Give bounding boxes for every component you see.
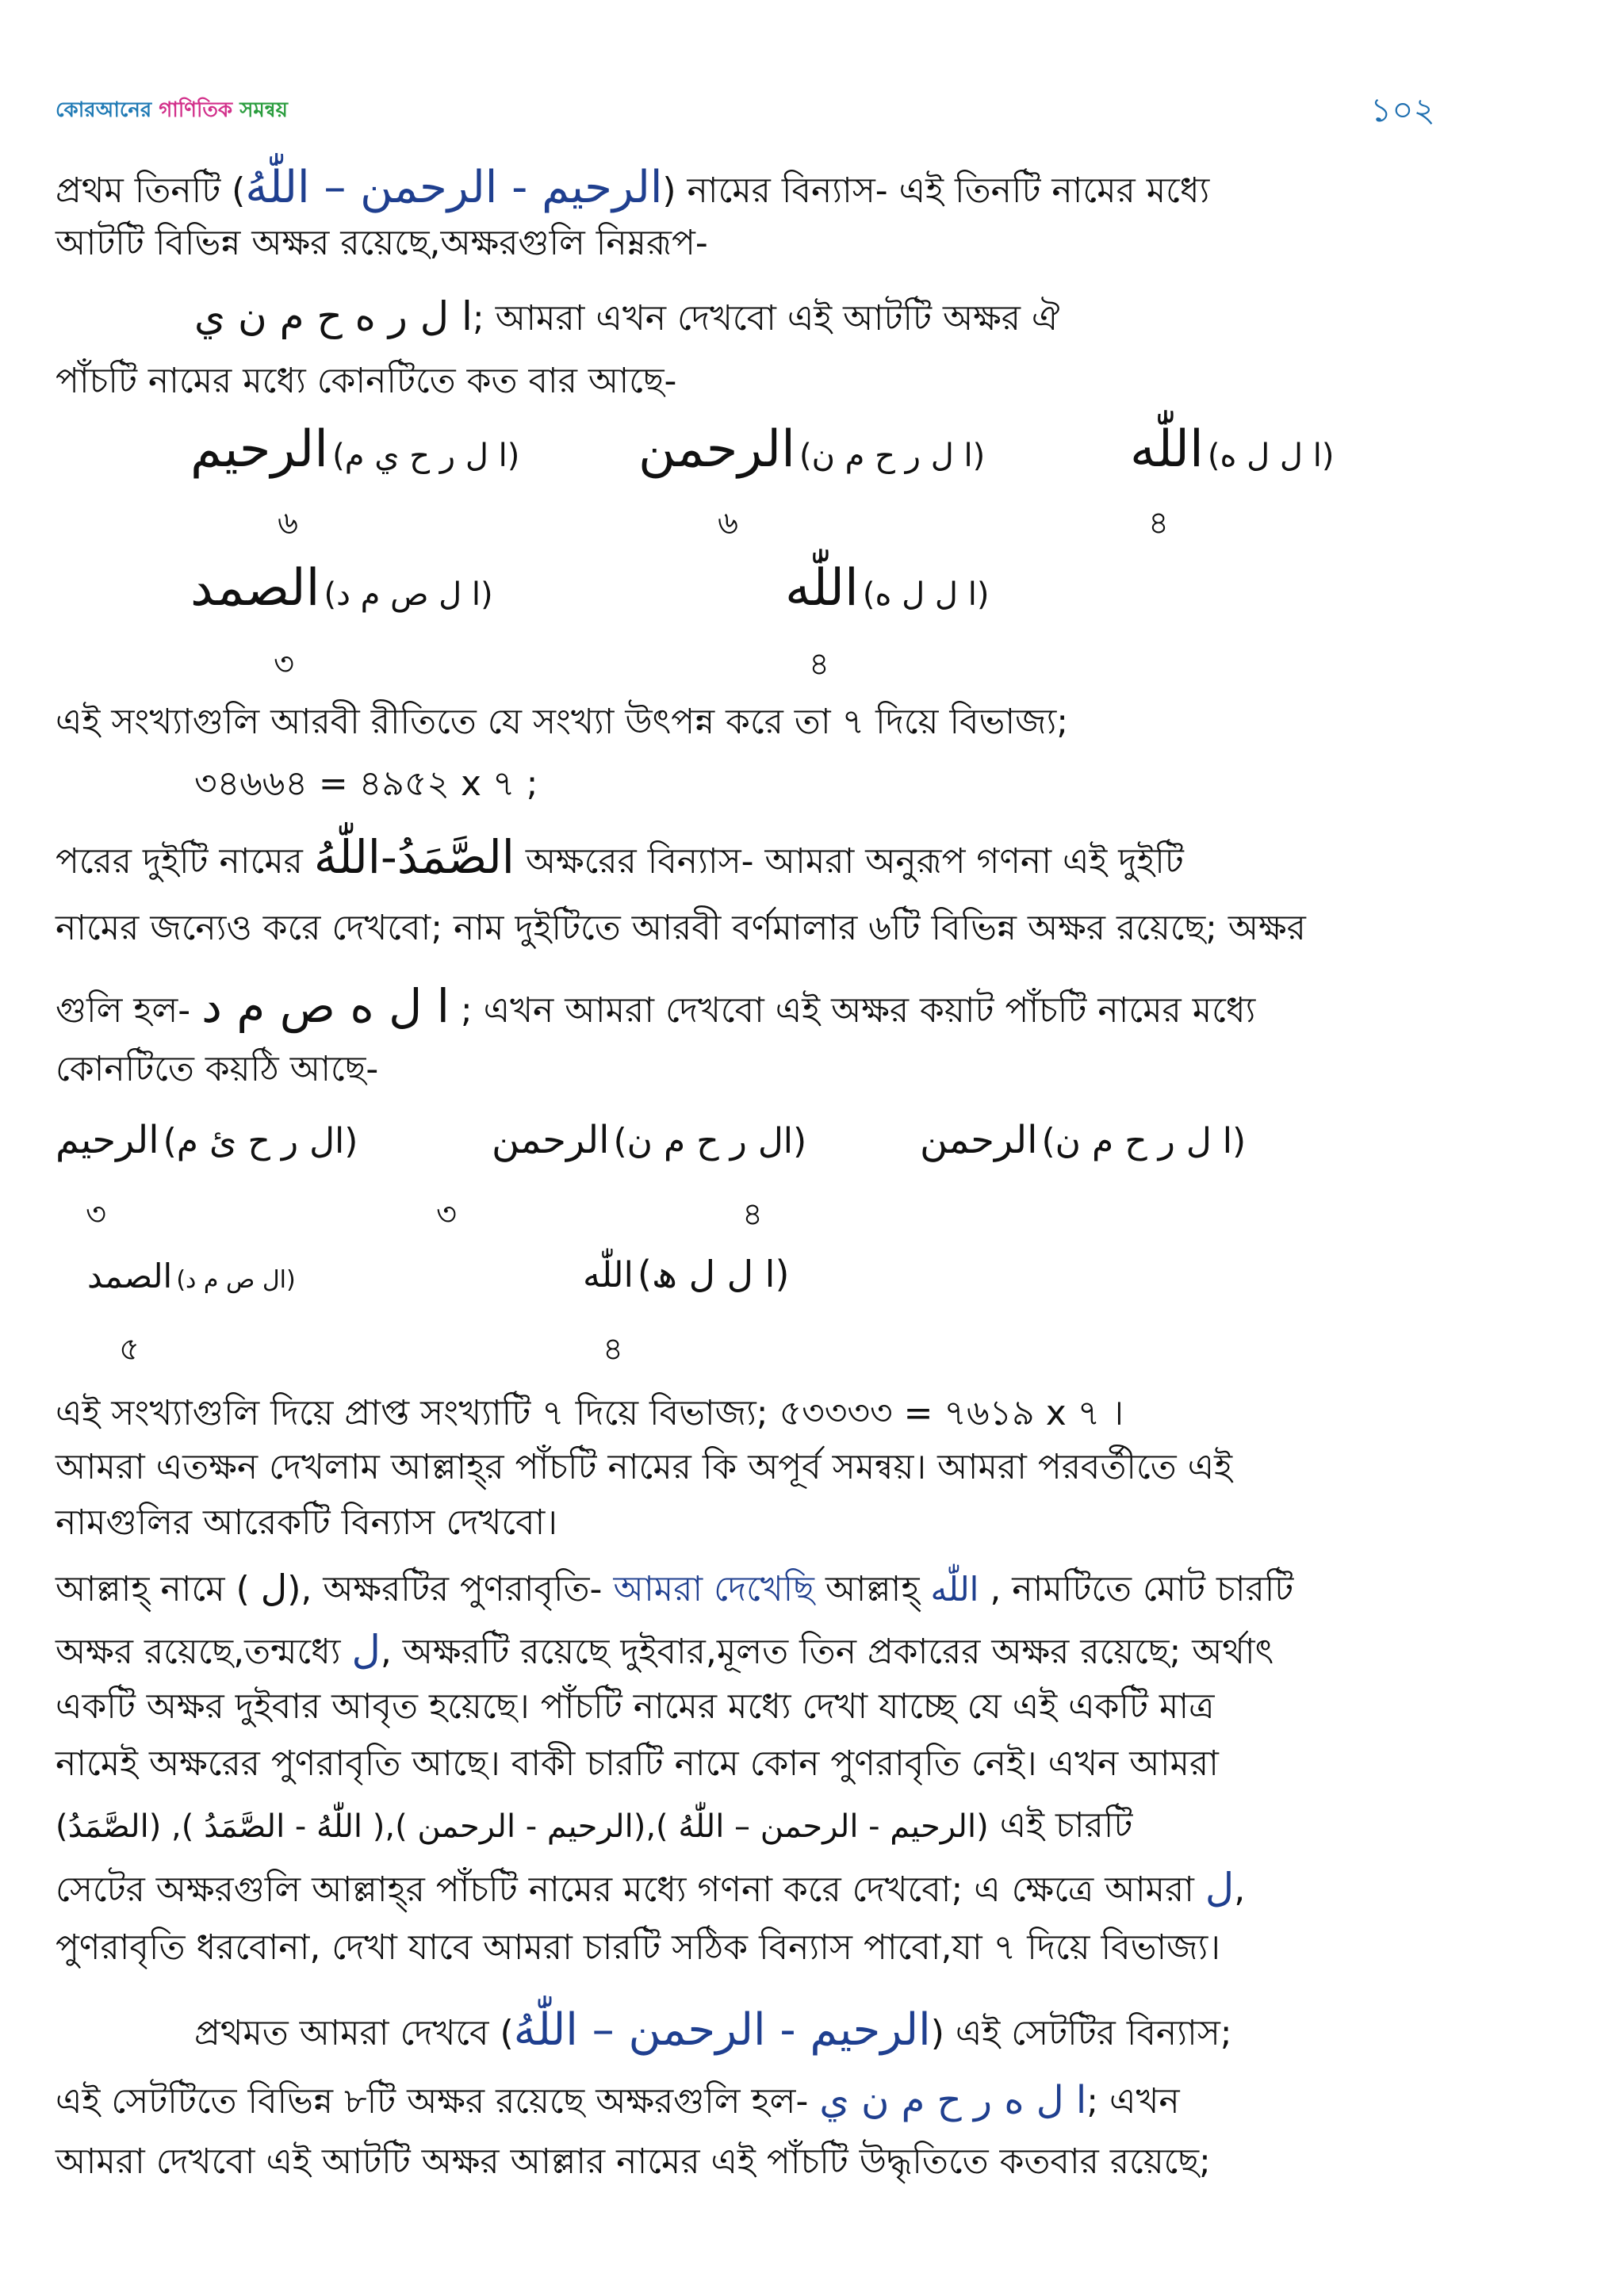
para4-line2: আমরা এতক্ষন দেখলাম আল্লাহ্‌র পাঁচটি নামের কি অপূর্ব সমন্বয়। আমরা পরবর্তীতে এই [56,1447,1233,1487]
g2-r1-rahman2-count: ৪ [742,1196,763,1233]
para6-line2-end: ; এখন [1086,2081,1180,2122]
para5-line1-c: আল্লাহ্‌ [825,1569,920,1609]
g1-raheem-letters: (ا ل ر ح ي م) [332,438,520,474]
g2-r1-rahman2-word: الرحمن [920,1118,1038,1162]
g2-r1-rahman2 [920,1118,1246,1162]
g2-r2-samad-letters: (ال ص م د) [176,1266,296,1294]
para6-letters-arabic: ا ل ه ر ح م ن ي [819,2078,1087,2122]
para5-line2-b: , অক্ষরটি রয়েছে দুইবার,মূলত তিন প্রকারের অক্ষর রয়েছে; অর্থাৎ [380,1632,1274,1672]
para3-line4: কোনটিতে কয়ঠি আছে- [56,1049,379,1089]
g2-r1-raheem-count: ৩ [86,1196,107,1233]
para5-arabic-sets: (الرحيم - الرحمن – اللّٰهُ ),(الرحيم - الرحمن ),( اللّٰهُ - الصَّمَدُ ), (الصَّمَدُ) [56,1808,989,1845]
g2-r1-rahman-count: ৩ [436,1196,458,1233]
g1-rahman-letters: (ا ل ر ح م ن) [799,438,986,474]
g1-name-samad [190,559,493,618]
g2-r1-raheem-word: الرحيم [56,1118,159,1162]
para5-line1-d: , নামটিতে মোট চারটি [990,1569,1294,1609]
para5-line6 [56,1863,1245,1915]
para5-line2-a: অক্ষর রয়েছে,তন্মধ্যে [56,1632,341,1672]
letters-line-text: ; আমরা এখন দেখবো এই আটটি অক্ষর ঐ [472,298,1060,339]
letters-line [194,292,1059,343]
para3-arabic-names: الصَّمَدُ-اللّٰهُ [313,830,515,884]
header-title-part2: গাণিতিক [159,98,233,122]
g1-samad-word: الصمد [190,559,320,618]
para1-line1-end: ) নামের বিন্যাস- এই তিনটি নামের মধ্যে [662,170,1210,211]
para5-line5-end: এই চারটি [999,1805,1133,1846]
running-header [56,94,288,128]
para5-line7: পুণরাবৃতি ধরবোনা, দেখা যাবে আমরা চারটি সঠিক বিন্যাস পাবো,যা ৭ দিয়ে বিভাজ্য। [56,1927,1220,1968]
g2-r2-allah-word: اللّٰه [583,1255,634,1295]
g2-r1-raheem [56,1118,358,1162]
g2-r2-allah [583,1253,789,1295]
para1-line1-start: প্রথম তিনটি ( [56,170,246,211]
para5-lam-1: ل [260,1567,288,1609]
para1-line1 [56,163,1209,216]
para6-line1 [194,2006,1232,2058]
g1-name-allah [1130,420,1334,479]
g2-r1-rahman2-letters: (ا ل ر ح م ن) [1041,1121,1247,1161]
g2-r2-samad-count: ৫ [119,1331,140,1368]
g1-samad-letters: (ا ل ص م د) [324,576,493,613]
g2-r2-allah-letters: (ا ل ل ھ) [637,1253,790,1295]
g1-samad-count: ৩ [274,646,295,683]
para3-line1-start: পরের দুইটি নামের [56,841,303,882]
para5-lam-2: ل [351,1627,381,1673]
g2-r1-rahman [492,1118,806,1162]
para6-line2-start: এই সেটটিতে বিভিন্ন ৮টি অক্ষর রয়েছে অক্ষরগুলি হল- [56,2081,809,2122]
para3-line1 [56,832,1184,886]
para5-line1-b: ), অক্ষরটির পুণরাবৃতি- [287,1569,603,1609]
line-after-letters: পাঁচটি নামের মধ্যে কোনটিতে কত বার আছে- [56,361,677,401]
g2-r1-rahman-letters: (ال ر ح م ن) [613,1121,807,1161]
para3-line3-start: গুলি হল- [56,990,191,1031]
g1-rahman-count: ৬ [718,505,739,541]
para5-allah-word: اللّٰه [930,1570,979,1609]
header-title-part1: কোরআনের [56,98,152,122]
para4-line1: এই সংখ্যাগুলি দিয়ে প্রাপ্ত সংখ্যাটি ৭ দিয়ে বিভাজ্য; ৫৩৩৩৩ = ৭৬১৯ x ৭ । [56,1393,1124,1433]
g1-allah2-count: ৪ [809,646,829,683]
para3-line2: নামের জন্যেও করে দেখবো; নাম দুইটিতে আরবী বর্ণমালার ৬টি বিভিন্ন অক্ষর রয়েছে; অক্ষর [56,908,1306,948]
para5-line1-a: আল্লাহ্‌ নামে ( [56,1569,261,1609]
g1-name-raheem [190,420,519,479]
para5-line1 [56,1563,1293,1614]
para5-line6-a: সেটের অক্ষরগুলি আল্লাহ্‌র পাঁচটি নামের মধ্যে গণনা করে দেখবো; এ ক্ষেত্রে আমরা [56,1869,1194,1910]
para5-line4: নামেই অক্ষরের পুণরাবৃতি আছে। বাকী চারটি নামে কোন পুণরাবৃতি নেই। এখন আমরা [56,1743,1219,1784]
para6-line1-start: প্রথমত আমরা দেখবে ( [194,2013,514,2053]
g2-r2-samad [87,1257,296,1295]
g2-r2-samad-word: الصمد [87,1257,173,1295]
g1-allah-count: ৪ [1148,505,1169,541]
g1-rahman-word: الرحمن [638,420,795,479]
para4-line3: নামগুলির আরেকটি বিন্যাস দেখবো। [56,1502,558,1543]
para5-lam-3: ل [1205,1865,1235,1911]
g1-allah2-letters: (ا ل ل ه) [862,576,990,613]
para3-line3 [56,979,1256,1035]
g1-allah-letters: (ا ل ل ه) [1207,438,1335,474]
para5-line6-b: , [1234,1869,1246,1910]
g1-name-allah2 [785,559,989,618]
para1-line2: আটটি বিভিন্ন অক্ষর রয়েছে,অক্ষরগুলি নিম্নরূপ- [56,223,708,263]
g1-raheem-count: ৬ [278,505,299,541]
letters-arabic: ا ل ر ه ح م ن ي [194,293,473,339]
para6-arabic-names: الرحيم - الرحمن – اللّٰهُ [513,2004,931,2056]
g2-r1-raheem-letters: (ال ر ح ئ م) [163,1121,358,1161]
page-number: ১০২ [1370,90,1435,129]
g2-r2-allah-count: ৪ [603,1331,623,1368]
para5-line1-blue: আমরা দেখেছি [613,1569,814,1609]
para6-line2 [56,2076,1180,2126]
para2-equation: ৩৪৬৬৪ = ৪৯৫২ x ৭ ; [194,763,538,804]
para3-line1-end: অক্ষরের বিন্যাস- আমরা অনুরূপ গণনা এই দুইটি [525,841,1184,882]
para3-line3-end: ; এখন আমরা দেখবো এই অক্ষর কয়াট পাঁচটি নামের মধ্যে [460,990,1256,1031]
g1-name-rahman [638,420,985,479]
para5-line2 [56,1625,1274,1677]
g1-allah2-word: اللّٰه [785,559,859,618]
g1-raheem-word: الرحيم [190,420,329,479]
g1-allah-word: اللّٰه [1130,420,1204,479]
para6-line1-end: ) এই সেটটির বিন্যাস; [930,2013,1232,2053]
para2-line1: এই সংখ্যাগুলি আরবী রীতিতে যে সংখ্যা উৎপন্ন করে তা ৭ দিয়ে বিভাজ্য; [56,702,1069,742]
para1-arabic-names: الرحيم - الرحمن – اللّٰهُ [245,162,663,213]
para5-line5 [56,1801,1132,1851]
para5-line3: একটি অক্ষর দুইবার আবৃত হয়েছে। পাঁচটি নামের মধ্যে দেখা যাচ্ছে যে এই একটি মাত্র [56,1686,1215,1727]
header-title-part3: সমন্বয় [239,98,288,122]
para6-line3: আমরা দেখবো এই আটটি অক্ষর আল্লার নামের এই পাঁচটি উদ্ধৃতিতে কতবার রয়েছে; [56,2141,1211,2182]
para3-letters-arabic: ا ل ه ص م د [201,979,450,1033]
g2-r1-rahman-word: الرحمن [492,1118,610,1162]
